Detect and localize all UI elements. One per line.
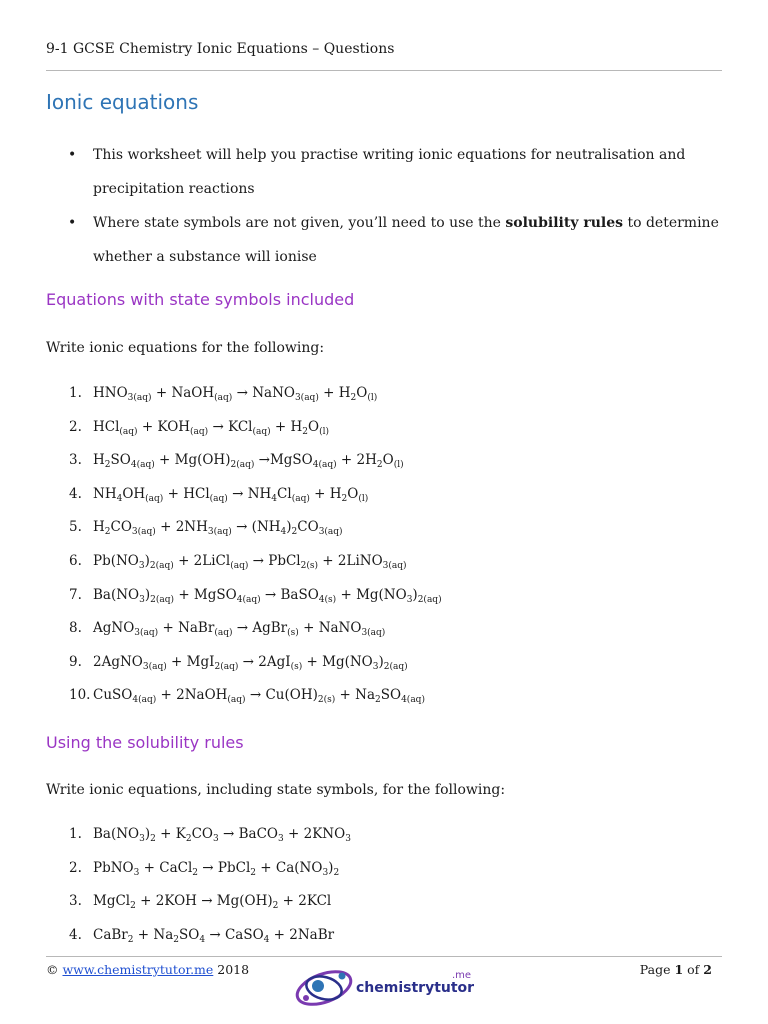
equation-item [46,579,442,613]
page-prefix: Page [639,962,671,977]
equation-text: 2AgNO$_{3(aq)}$ + $MgI_{2(aq)} \to 2AgI_{(s)} + Mg(NO_3)_{2(aq)}$ [93,653,408,672]
equation-number: 7. [69,586,82,603]
equation-text: $H_2SO_{4(aq)} + Mg(OH)_{2(aq)}$ →MgSO$_{4(aq)}$ + $2H_2O_{(l)}$ [93,452,404,471]
equation-item [46,646,442,680]
equation-text: CaBr$_2$ + $Na_2SO_4$ → CaSO$_4$ + 2NaBr [93,926,335,945]
footer-copyright [46,962,249,977]
equation-item [46,511,442,545]
page-number [640,962,712,977]
page-total: 2 [703,962,712,977]
equation-text: MgCl$_2$ + $2KOH \to Mg(OH)_2 + 2KCl$ [93,893,332,912]
equation-number: 5. [69,519,82,536]
equation-list-1 [46,377,442,713]
intro-bullets [46,138,726,274]
website-link[interactable]: www.chemistrytutor.me [62,962,214,977]
equation-item [46,377,442,411]
bullet-icon: • [68,147,77,163]
section-heading-solubility-rules: Using the solubility rules [46,733,244,752]
bullet-text: to determine whether a substance will ionise [93,215,719,265]
chemistrytutor-logo [292,960,482,1010]
equation-number: 9. [69,653,82,670]
equation-text: CuSO$_{4(aq)}$ + 2NaOH$_{(aq)}$ → $Cu(OH)_{2(s)} + Na_2SO_{4(aq)}$ [93,687,425,706]
document-header: 9-1 GCSE Chemistry Ionic Equations – Questions [46,41,395,57]
equation-text: $HNO_{3(aq)}$ + NaOH$_{(aq)}$ → NaNO$_{3(aq)}$ + $H_2O_{(l)}$ [93,385,378,403]
equation-number: 1. [69,385,82,401]
equation-item [46,919,351,953]
equation-item [46,885,351,919]
logo-suffix: .me [452,970,472,981]
equation-item [46,818,351,852]
copyright-year: 2018 [217,962,250,977]
logo-text: chemistrytutor [356,980,475,996]
bullet-text: This worksheet will help you practise writing ionic equations for neutralisation and precipitation reactions [93,147,686,197]
equation-number: 3. [69,893,82,910]
equation-text: $Ba(NO_3)_{2(aq)}$ + MgSO$_{4(aq)}$ → BaSO$_{4(s)}$ + $Mg(NO_3)_{2(aq)}$ [93,586,442,605]
equation-number: 2. [69,418,82,435]
page-of: of [687,962,700,977]
page-current: 1 [674,962,684,977]
bullet-item [46,206,726,274]
equation-text: $H_2CO_{3(aq)} + 2NH_{3(aq)} \to (NH_4)_2CO_{3(aq)}$ [93,519,343,538]
equation-number: 1. [69,826,82,842]
equation-text: AgNO$_{3(aq)}$ + NaBr$_{(aq)}$ → AgBr$_{(s)}$ + NaNO$_{3(aq)}$ [93,620,386,639]
equation-item [46,679,442,713]
equation-text: PbNO$_3$ + CaCl$_2$ → PbCl$_2$ + $Ca(NO_3)_2$ [93,859,340,878]
equation-number: 2. [69,859,82,876]
section-heading-state-symbols: Equations with state symbols included [46,290,355,309]
bullet-item [46,138,726,206]
equation-text: $Pb(NO_3)_{2(aq)}$ + 2LiCl$_{(aq)}$ → PbCl$_{2(s)}$ + 2LiNO$_{3(aq)}$ [93,552,407,571]
equation-number: 3. [69,452,82,469]
page-title: Ionic equations [46,90,199,114]
equation-item [46,478,442,512]
section-instruction: Write ionic equations for the following: [46,340,325,356]
equation-text: $Ba(NO_3)_2 + K_2CO_3$ → BaCO$_3$ + $2KNO_3$ [93,826,351,844]
equation-text: $HCl_{(aq)} + KOH_{(aq)} \to KCl_{(aq)} + H_2O_{(l)}$ [93,418,330,437]
bullet-text: Where state symbols are not given, you’ll need to use the [93,215,506,231]
equation-list-2 [46,818,351,952]
equation-item [46,545,442,579]
equation-number: 8. [69,620,82,637]
equation-item [46,852,351,886]
bullet-bold-text: solubility rules [505,215,623,231]
equation-number: 4. [69,485,82,502]
bullet-icon: • [68,215,77,231]
copyright-symbol: © [46,962,59,977]
equation-number: 4. [69,926,82,943]
section-instruction: Write ionic equations, including state symbols, for the following: [46,782,506,798]
equation-item [46,444,442,478]
header-divider [46,70,722,71]
equation-number: 10. [69,687,91,704]
atom-logo-icon [292,960,356,1010]
equation-item [46,612,442,646]
equation-number: 6. [69,552,82,569]
equation-item [46,411,442,445]
equation-text: $NH_4OH_{(aq)} + HCl_{(aq)} \to NH_4Cl_{(aq)} + H_2O_{(l)}$ [93,485,369,504]
footer-divider [46,956,722,957]
